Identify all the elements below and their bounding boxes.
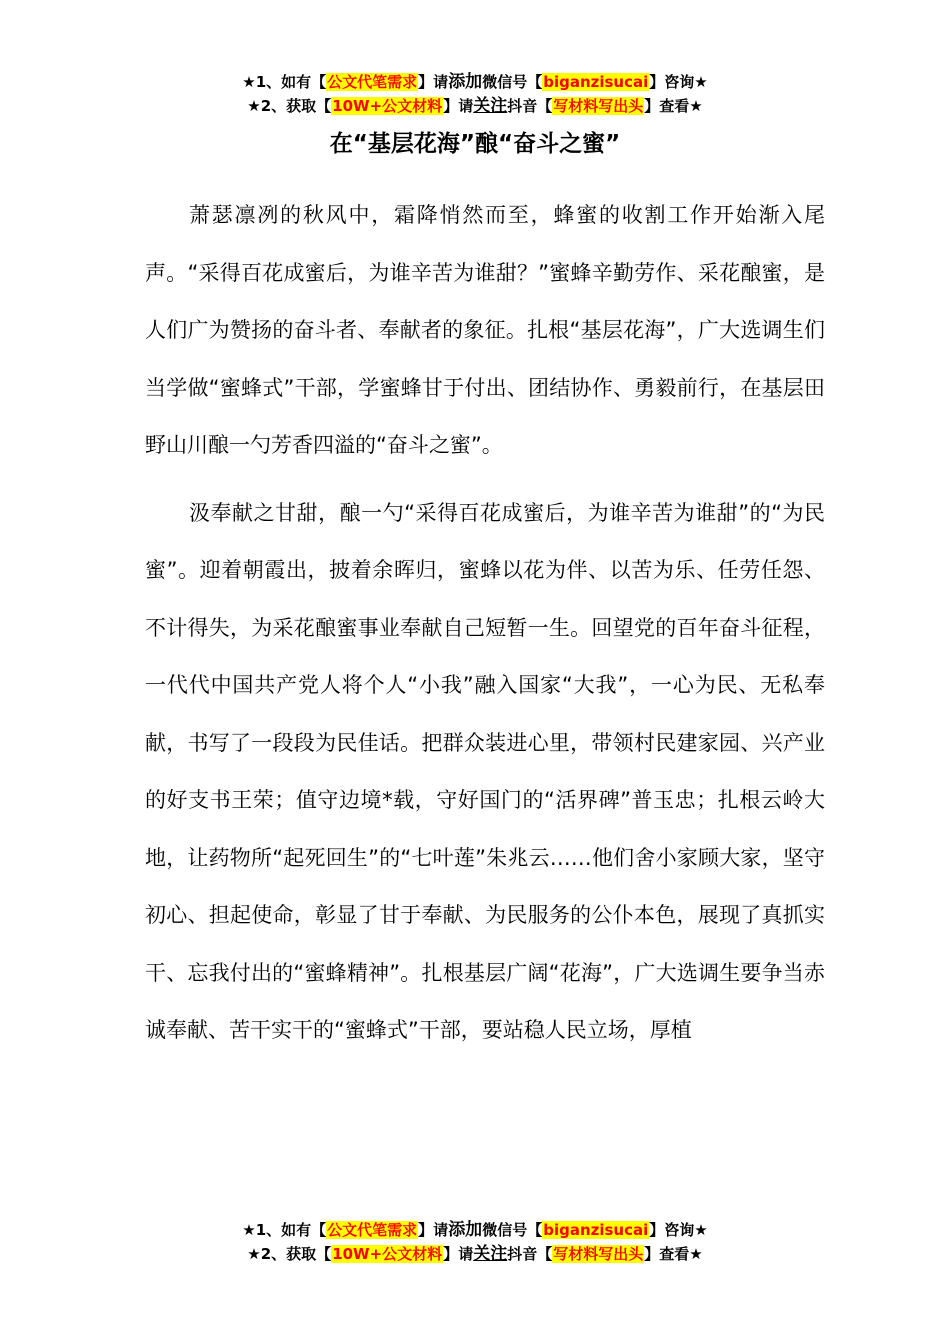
promo-text: 微信号【 (482, 73, 543, 91)
promo-text: ★2、获取【 (247, 1245, 332, 1263)
promo-highlight: 写材料写出头 (553, 1245, 644, 1263)
promo-line-1 (0, 1218, 950, 1242)
promo-line-2 (0, 94, 950, 118)
paragraph: 汲奉献之甘甜，酿一勺“采得百花成蜜后，为谁辛苦为谁甜”的“为民蜜”。迎着朝霞出，披着余晖归，蜜蜂以花为伴、以苦为乐、任劳任怨、不计得失，为采花酿蜜事业奉献自己短暂一生。回望党的百年奋斗征程，一代代中国共产党人将个人“小我”融入国家“大我”，一心为民、无私奉献，书写了一段段为民佳话。把群众装进心里，带领村民建家园、兴产业的好支书王荣；值守边境*载，守好国门的“活界碑”普玉忠；扎根云岭大地，让药物所“起死回生”的“七叶莲”朱兆云……他们舍小家顾大家，坚守初心、担起使命，彰显了甘于奉献、为民服务的公仆本色，展现了真抓实干、忘我付出的“蜜蜂精神”。扎根基层广阔“花海”，广大选调生要争当赤诚奉献、苦干实干的“蜜蜂式”干部，要站稳人民立场，厚植 (145, 500, 825, 1042)
promo-text: ★2、获取【 (247, 97, 332, 115)
promo-text: 】查看★ (644, 1245, 703, 1263)
promo-text: 微信号【 (482, 1221, 543, 1239)
document-body (145, 187, 825, 1060)
promo-emphasis: 关注 (473, 96, 508, 116)
promo-text: 】咨询★ (649, 73, 708, 91)
promo-line-2 (0, 1242, 950, 1266)
promo-line-1 (0, 70, 950, 94)
promo-banner-bottom (0, 1218, 950, 1266)
promo-text: 】请 (443, 97, 474, 115)
document-title: 在“基层花海”酿“奋斗之蜜” (329, 131, 621, 157)
promo-highlight: 写材料写出头 (553, 97, 644, 115)
promo-text: 】咨询★ (649, 1221, 708, 1239)
promo-text: ★1、如有【 (242, 73, 327, 91)
promo-highlight: 公文代笔需求 (327, 73, 418, 91)
promo-text: ★1、如有【 (242, 1221, 327, 1239)
promo-text: 】请 (418, 1221, 449, 1239)
promo-text: 抖音【 (507, 1245, 553, 1263)
promo-highlight: 10W+公文材料 (332, 1245, 443, 1263)
promo-highlight: biganzisucai (543, 73, 649, 91)
promo-emphasis: 添加 (448, 72, 483, 92)
promo-text: 】请 (443, 1245, 474, 1263)
promo-text: 】查看★ (644, 97, 703, 115)
paragraph: 萧瑟凛冽的秋风中，霜降悄然而至，蜂蜜的收割工作开始渐入尾声。“采得百花成蜜后，为谁辛苦为谁甜？”蜜蜂辛勤劳作、采花酿蜜，是人们广为赞扬的奋斗者、奉献者的象征。扎根“基层花海”，广大选调生们当学做“蜜蜂式”干部，学蜜蜂甘于付出、团结协作、勇毅前行，在基层田野山川酿一勺芳香四溢的“奋斗之蜜”。 (145, 203, 825, 457)
promo-highlight: 10W+公文材料 (332, 97, 443, 115)
promo-banner-top (0, 70, 950, 118)
promo-emphasis: 添加 (448, 1220, 483, 1240)
promo-highlight: 公文代笔需求 (327, 1221, 418, 1239)
promo-highlight: biganzisucai (543, 1221, 649, 1239)
promo-emphasis: 关注 (473, 1244, 508, 1264)
promo-text: 抖音【 (507, 97, 553, 115)
promo-text: 】请 (418, 73, 449, 91)
